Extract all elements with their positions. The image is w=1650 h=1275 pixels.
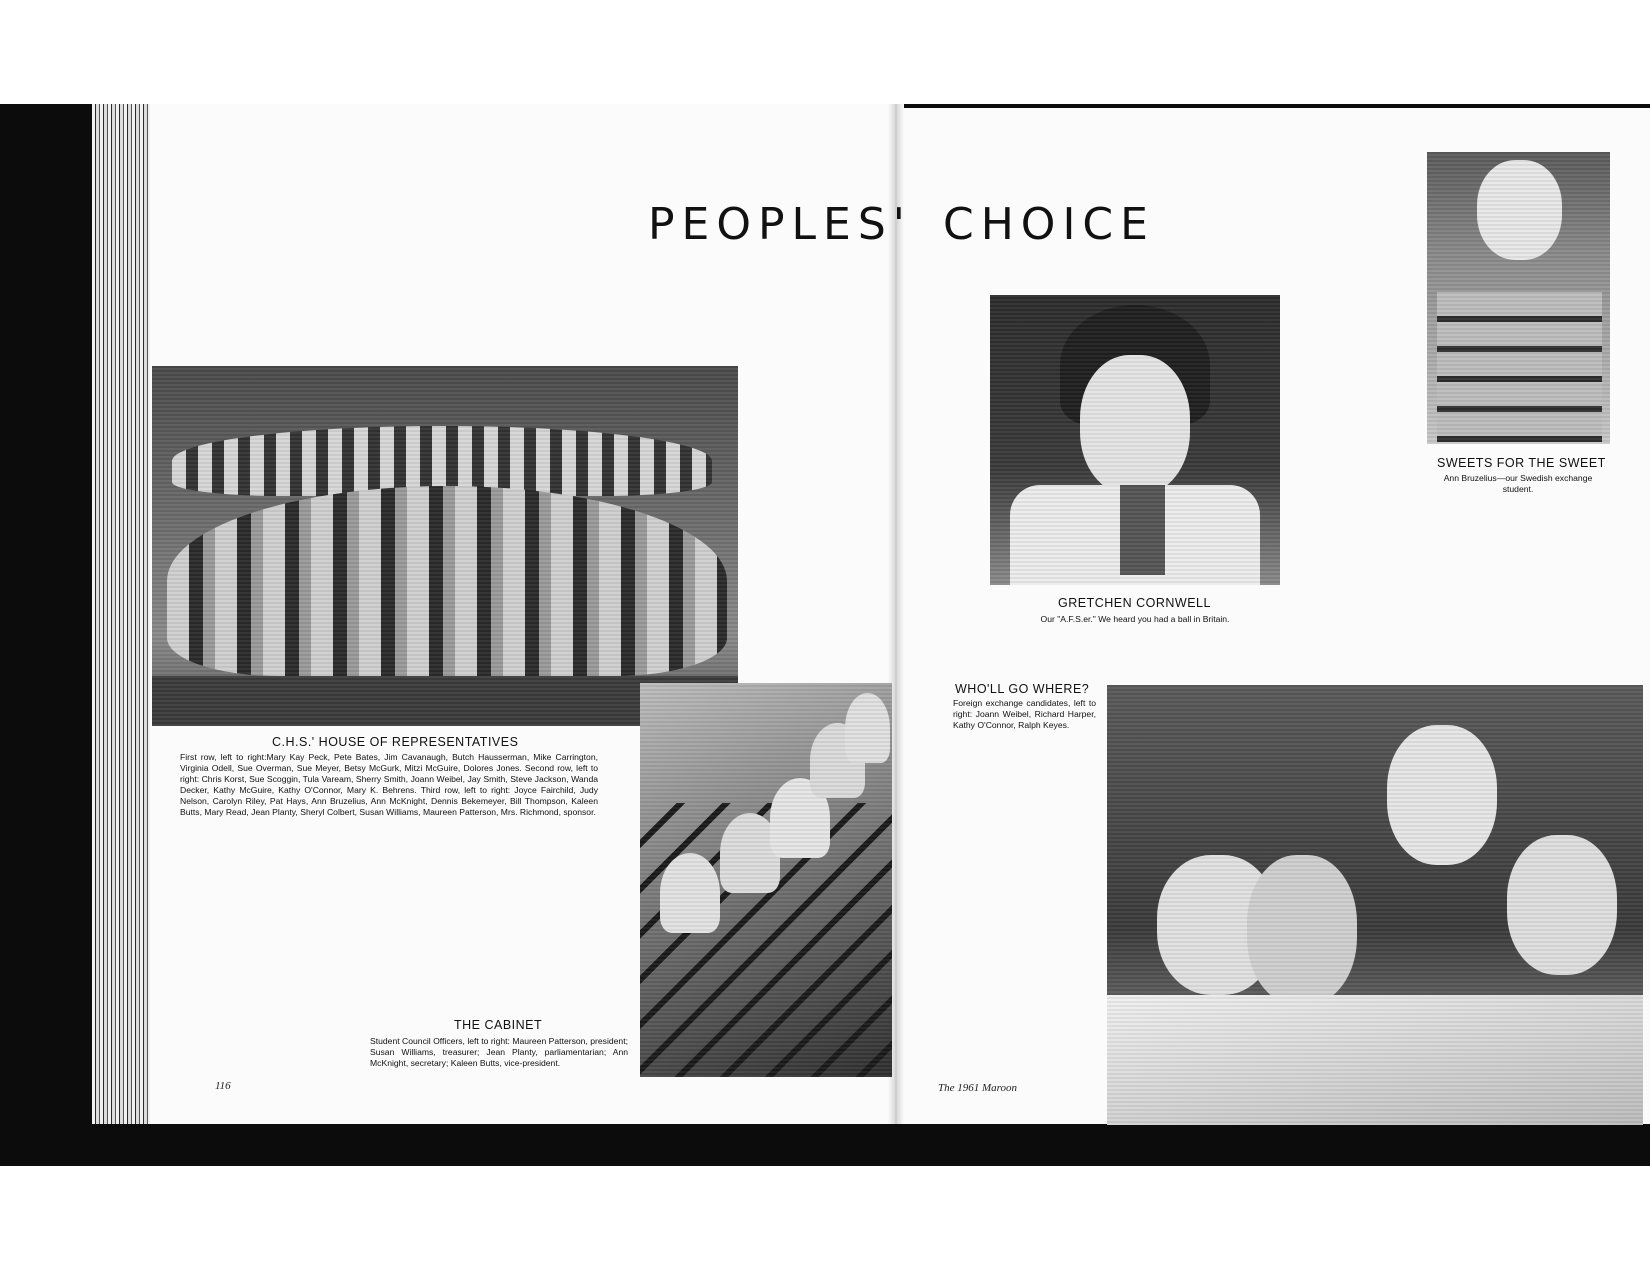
gretchen-caption-text: Our "A.F.S.er." We heard you had a ball in Britain.: [1040, 614, 1230, 624]
sweets-caption-title: SWEETS FOR THE SWEET: [1437, 456, 1606, 470]
house-caption-text: First row, left to right:Mary Kay Peck, Pete Bates, Jim Cavanaugh, Butch Hausserman, Mike Carrington, Virginia Odell, Sue Overman, Sue Meyer, Betsy McGurk, Mitzi McGuire, Dolores Jones. Second row, left to right: Chris Korst, Sue Scoggin, Tula Vaream, Sherry Smith, Joann Weibel, Jay Smith, Steve Jackson, Wanda Decker, Kathy McGuire, Kathy O'Connor, Mary K. Behrens. Third row, left to right: Joyce Fairchild, Judy Nelson, Carolyn Riley, Pat Hays, Ann Bruzelius, Ann McKnight, Dennis Bekemeyer, Bill Thompson, Kaleen Butts, Mary Read, Jean Planty, Sheryl Colbert, Susan Williams, Maureen Patterson, Mrs. Richmond, sponsor.: [180, 752, 598, 817]
spread-title-left: PEOPLES': [648, 199, 912, 251]
page-number: 116: [215, 1080, 231, 1092]
gretchen-caption-title: GRETCHEN CORNWELL: [1058, 596, 1211, 610]
spread-title-right: CHOICE: [943, 199, 1155, 251]
house-caption-title: C.H.S.' HOUSE OF REPRESENTATIVES: [272, 735, 519, 749]
gretchen-portrait: [990, 295, 1280, 585]
publication-name: The 1961 Maroon: [938, 1082, 1018, 1094]
page-edges: [92, 104, 150, 1124]
house-group-photo: [152, 366, 738, 726]
cabinet-caption-title: THE CABINET: [454, 1018, 543, 1032]
sweets-photo: [1427, 152, 1610, 444]
cabinet-photo: [640, 683, 892, 1077]
cabinet-caption-text: Student Council Officers, left to right: Maureen Patterson, president; Susan Williams, treasurer; Jean Planty, parliamentarian; Ann McKnight, secretary; Kaleen Butts, vice-president.: [370, 1036, 628, 1068]
wholl-photo: [1107, 685, 1643, 1125]
sweets-caption-text: Ann Bruzelius—our Swedish exchange student.: [1443, 473, 1593, 494]
wholl-caption-text: Foreign exchange candidates, left to right: Joann Weibel, Richard Harper, Kathy O'Connor, Ralph Keyes.: [953, 698, 1096, 730]
wholl-caption-title: WHO'LL GO WHERE?: [955, 682, 1090, 696]
